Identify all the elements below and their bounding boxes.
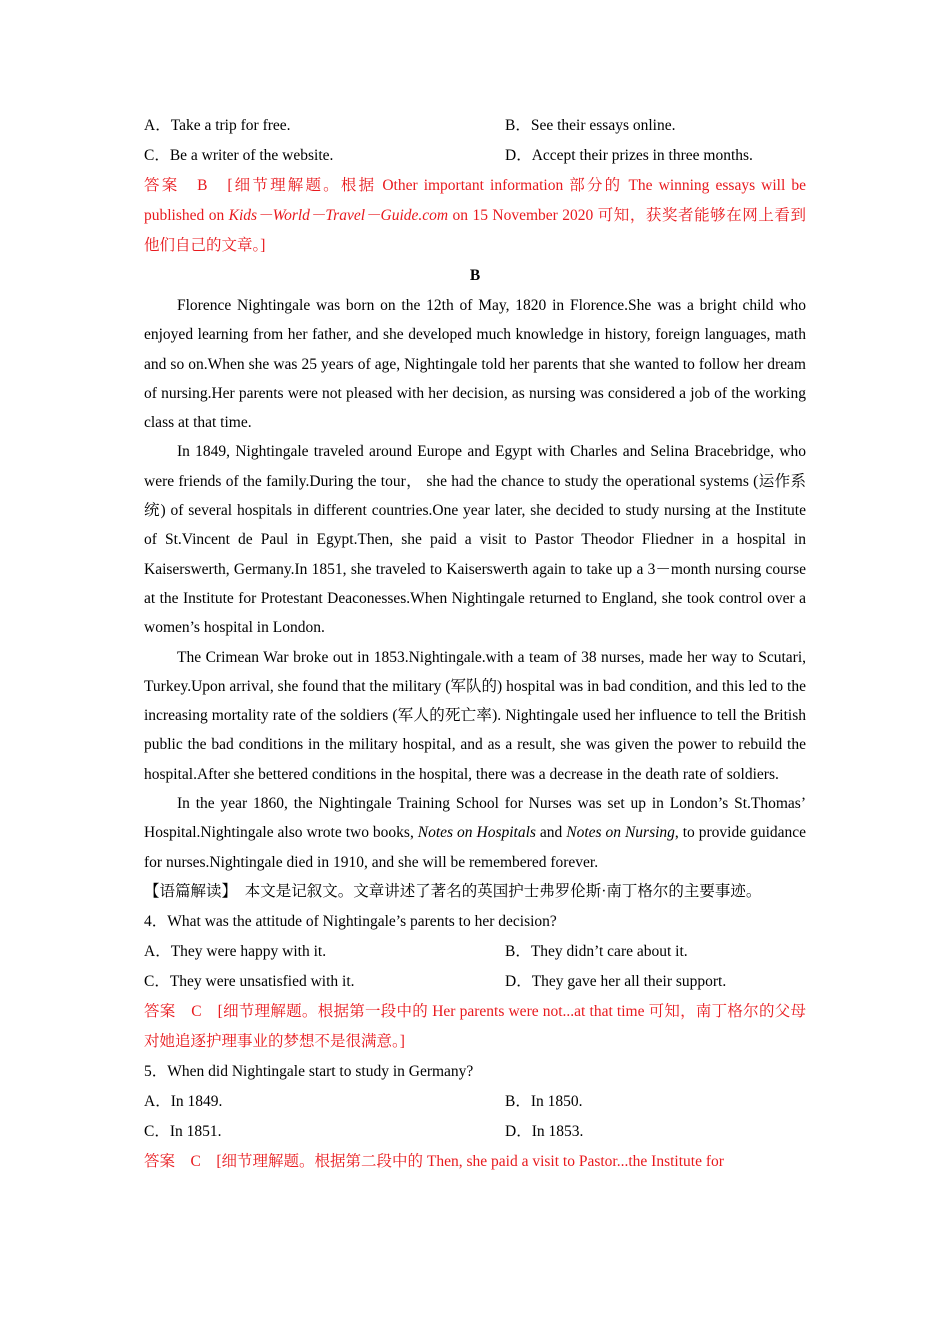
q4-option-d: D．They gave her all their support. bbox=[505, 972, 727, 990]
q3-options-row-1 bbox=[144, 111, 806, 141]
q5-answer: 答案 C [细节理解题。根据第二段中的 Then, she paid a visit to Pastor...the Institute for bbox=[144, 1152, 724, 1170]
q3-answer-text-2: on 15 November 2020 可知，获奖者能够在网上看到他们自己的文章。] bbox=[144, 207, 806, 254]
q4-option-c: C．They were unsatisfied with it. bbox=[144, 972, 355, 990]
passage-summary: 【语篇解读】 本文是记叙文。文章讲述了著名的英国护士弗罗伦斯·南丁格尔的主要事迹。 bbox=[144, 882, 762, 900]
q3-answer-website: Kids－World－Travel－Guide.com bbox=[228, 207, 449, 224]
document-page bbox=[144, 111, 806, 1177]
passage-paragraph-3: The Crimean War broke out in 1853.Nightingale.with a team of 38 nurses, made her way to Scutari, Turkey.Upon arrival, she found that the military (军队的) hospital was in bad condition, and this led to the increasing mortality rate of the soldiers (军人的死亡率). Nightingale used her influence to tell the British public the bad conditions in the military hospital, and as a result, she was given the power to rebuild the hospital.After she bettered conditions in the hospital, there was a decrease in the death rate of soldiers. bbox=[144, 648, 806, 783]
q3-options-row-2 bbox=[144, 141, 806, 171]
q4-option-b: B．They didn’t care about it. bbox=[505, 942, 688, 960]
q3-option-d: D．Accept their prizes in three months. bbox=[505, 147, 753, 164]
q5-option-b: B．In 1850. bbox=[505, 1092, 583, 1110]
q4-stem: 4．What was the attitude of Nightingale’s parents to her decision? bbox=[144, 912, 557, 930]
book-title-notes-on-nursing: Notes on Nursing bbox=[566, 824, 675, 842]
passage-paragraph-2: In 1849, Nightingale traveled around Europe and Egypt with Charles and Selina Bracebridge, who were friends of the family.During the tour， she had the chance to study the operational systems (运作系统) of several hospitals in different countries.One year later, she decided to study nursing at the Institute of St.Vincent de Paul in Egypt.Then, she paid a visit to Pastor Theodor Fliedner in a hospital in Kaiserswerth, Germany.In 1851, she traveled to Kaiserswerth again to take up a 3－month nursing course at the Institute for Protestant Deaconesses.When Nightingale returned to England, she took control over a women’s hospital in London. bbox=[144, 443, 806, 637]
p4-text-start: In the year 1860, the Nightingale Training School for Nurses was set up in London’s St.Thomas’ Hospital.Nightingale also wrote two books, bbox=[144, 795, 806, 842]
q4-options-row-2 bbox=[144, 967, 806, 997]
p4-text-and: and bbox=[535, 824, 567, 842]
q3-option-b: B．See their essays online. bbox=[505, 117, 676, 134]
q5-options-row-1 bbox=[144, 1087, 806, 1117]
q5-options-row-2 bbox=[144, 1117, 806, 1147]
passage-paragraph-1: Florence Nightingale was born on the 12th of May, 1820 in Florence.She was a bright child who enjoyed learning from her father, and she developed much knowledge in history, foreign languages, math and so on.When she was 25 years of age, Nightingale told her parents that she wanted to follow her dream of nursing.Her parents were not pleased with her decision, as nursing was considered a job of the working class at that time. bbox=[144, 297, 806, 432]
passage-paragraph-4 bbox=[144, 789, 806, 877]
p4-text-end: , to provide guidance for nurses.Nightingale died in 1910, and she will be remembered forever. bbox=[144, 824, 807, 871]
q4-options-row-1 bbox=[144, 937, 806, 967]
q3-answer bbox=[144, 171, 806, 261]
q4-answer: 答案 C [细节理解题。根据第一段中的 Her parents were not...at that time 可知，南丁格尔的父母对她追逐护理事业的梦想不是很满意。] bbox=[144, 1002, 806, 1050]
q4-option-a: A．They were happy with it. bbox=[144, 942, 327, 960]
q3-answer-text-1: 答案 B [细节理解题。根据 Other important information 部分的 The winning essays will be published on bbox=[144, 177, 806, 224]
q5-stem: 5．When did Nightingale start to study in Germany? bbox=[144, 1062, 474, 1080]
q5-option-a: A．In 1849. bbox=[144, 1092, 223, 1110]
q3-option-c: C．Be a writer of the website. bbox=[144, 147, 334, 164]
q5-option-d: D．In 1853. bbox=[505, 1122, 584, 1140]
section-heading: B bbox=[469, 267, 481, 284]
book-title-notes-on-hospitals: Notes on Hospitals bbox=[417, 824, 536, 842]
q5-option-c: C．In 1851. bbox=[144, 1122, 222, 1140]
q3-option-a: A．Take a trip for free. bbox=[144, 117, 291, 134]
